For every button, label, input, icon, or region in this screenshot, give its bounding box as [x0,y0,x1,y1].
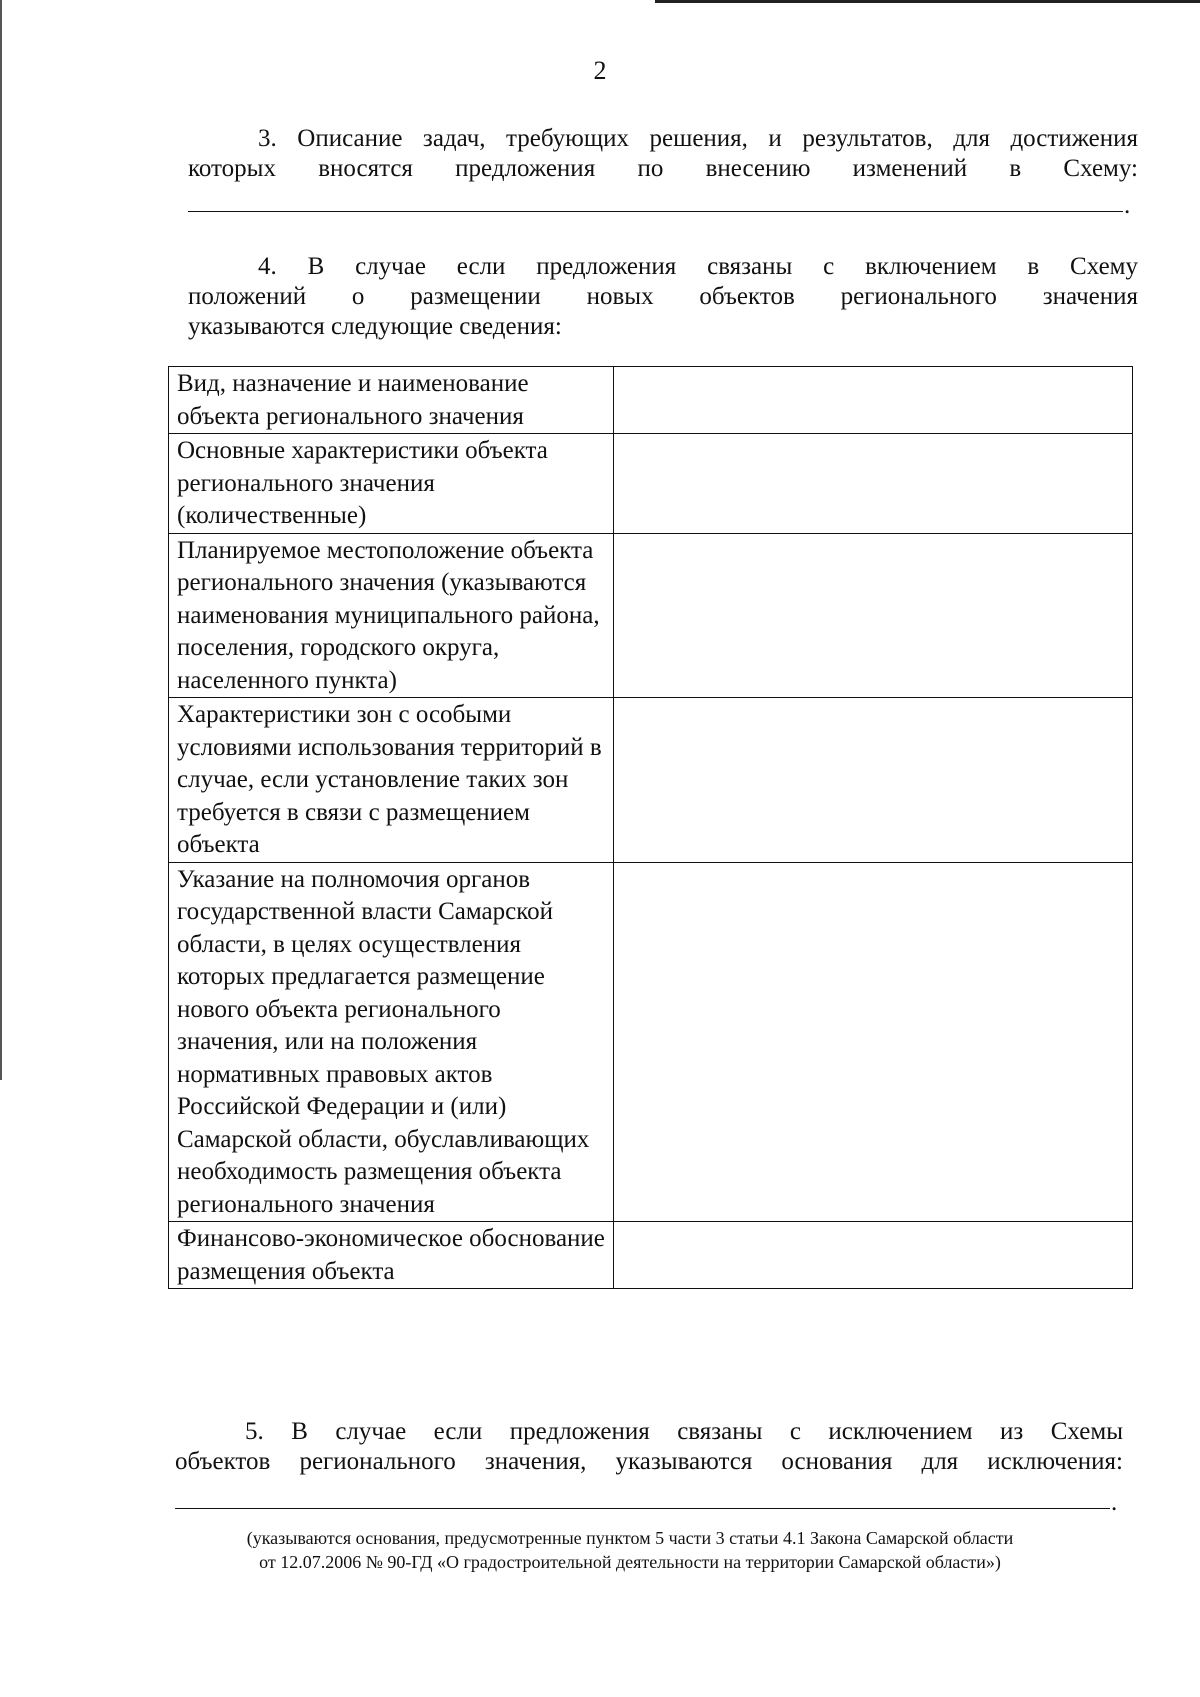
section-5-end-period: . [1111,1489,1118,1516]
section-3-end-period: . [1124,192,1131,219]
row-label-main-characteristics: Основные характеристики объекта регионального значения (количественные) [169,434,614,534]
table-row [169,698,1133,863]
regional-object-info-table [168,366,1133,1289]
section-5-paragraph [175,1417,1123,1477]
row-value-financial-justification[interactable] [613,1222,1132,1289]
section-5-line-2: объектов регионального значения, указываются основания для исключения: [175,1448,1123,1475]
page-number: 2 [593,56,607,85]
row-label-planned-location: Планируемое местоположение объекта регионального значения (указываются наименования муниципального района, поселения, городского округа, населенного пункта) [169,533,614,698]
row-value-main-characteristics[interactable] [613,434,1132,534]
section-3-paragraph [188,124,1138,184]
row-label-object-type: Вид, назначение и наименование объекта регионального значения [169,367,614,434]
table-row [169,1222,1133,1289]
row-value-special-zones[interactable] [613,698,1132,863]
section-5-answer-line[interactable] [175,1508,1110,1509]
footnote-line-2: от 12.07.2006 № 90-ГД «О градостроительной деятельности на территории Самарской области») [259,1552,1001,1572]
section-4-line-3: указываются следующие сведения: [188,313,562,340]
section-3-answer-line[interactable] [188,211,1123,212]
section-4-paragraph [188,252,1138,342]
section-5-line-1: 5. В случае если предложения связаны с исключением из Схемы [245,1418,1123,1445]
table-row [169,533,1133,698]
table-row [169,434,1133,534]
row-label-authority-basis: Указание на полномочия органов государственной власти Самарской области, в целях осуществления которых предлагается размещение нового объекта регионального значения, или на положения нормативных правовых актов Российской Федерации и (или) Самарской области, обуславливающих необходимость размещения объекта регионального значения [169,862,614,1222]
section-4-line-2: положений о размещении новых объектов регионального значения [188,283,1138,310]
section-5-footnote [180,1526,1080,1574]
table-row [169,367,1133,434]
row-label-financial-justification: Финансово-экономическое обоснование размещения объекта [169,1222,614,1289]
scan-edge-left [0,0,2,1080]
table-row [169,862,1133,1222]
scan-edge-top [655,0,1200,3]
footnote-line-1: (указываются основания, предусмотренные пунктом 5 части 3 статьи 4.1 Закона Самарской области [246,1528,1014,1548]
row-label-special-zones: Характеристики зон с особыми условиями использования территорий в случае, если установление таких зон требуется в связи с размещением объекта [169,698,614,863]
row-value-authority-basis[interactable] [613,862,1132,1222]
section-3-line-2: которых вносятся предложения по внесению изменений в Схему: [188,155,1138,182]
section-4-line-1: 4. В случае если предложения связаны с включением в Схему [258,253,1138,280]
row-value-planned-location[interactable] [613,533,1132,698]
row-value-object-type[interactable] [613,367,1132,434]
section-3-line-1: 3. Описание задач, требующих решения, и результатов, для достижения [258,125,1138,152]
